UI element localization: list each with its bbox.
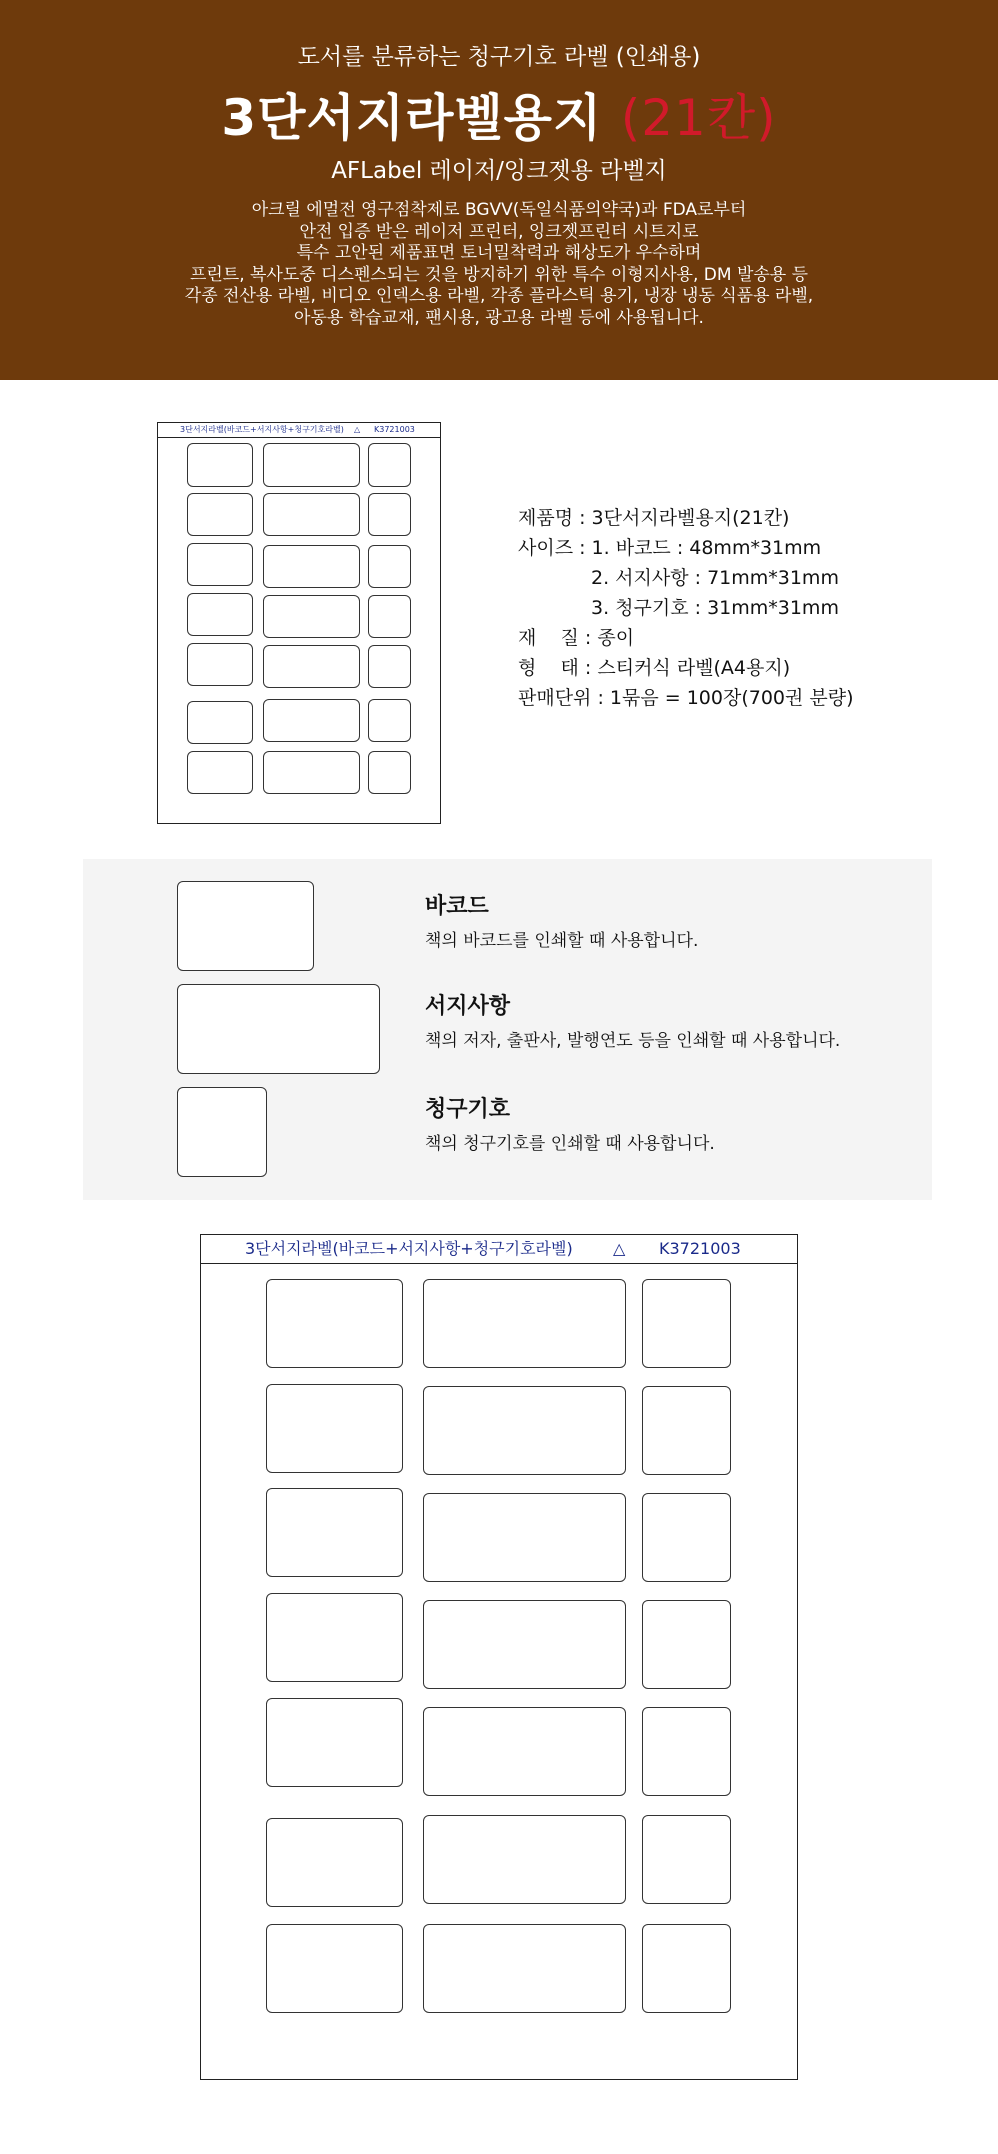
legend-name: 바코드 [425, 894, 489, 919]
spec-value: 스티커식 라벨(A4용지) [597, 657, 791, 679]
label-call-number [368, 699, 411, 742]
spec-label: 형 태 : [518, 657, 598, 679]
title-main: 3단서지라벨용지 [221, 89, 603, 147]
aflabel-logo-icon: △ [354, 425, 361, 434]
label-call-number [368, 595, 411, 638]
description-line: 프린트, 복사도중 디스펜스되는 것을 방지하기 위한 특수 이형지사용, DM 발송용 등 [189, 264, 809, 285]
label-barcode [187, 543, 253, 586]
label-bibliographic [263, 699, 360, 742]
label-barcode [266, 1593, 403, 1682]
aflabel-logo-icon: △ [613, 1239, 626, 1258]
spec-label: 제품명 : [518, 507, 592, 529]
product-spec [518, 503, 854, 713]
label-barcode [266, 1924, 403, 2013]
label-sheet-preview-small [157, 422, 441, 824]
label-bibliographic [423, 1493, 626, 1582]
label-bibliographic [263, 493, 360, 536]
sheet-header [158, 423, 440, 438]
spec-sales-unit [518, 683, 854, 713]
label-barcode [187, 493, 253, 536]
label-bibliographic [423, 1386, 626, 1475]
label-call-number [368, 645, 411, 688]
label-sheet-detail [200, 1234, 798, 2080]
label-call-number [368, 443, 411, 487]
label-call-number [368, 493, 411, 536]
spec-size [518, 593, 854, 623]
label-call-number [642, 1600, 731, 1689]
description-line: 아동용 학습교재, 팬시용, 광고용 라벨 등에 사용됩니다. [294, 307, 704, 328]
legend-desc: 책의 바코드를 인쇄할 때 사용합니다. [425, 931, 699, 951]
spec-value: 2. 서지사항 : 71mm*31mm [591, 567, 839, 589]
label-bibliographic [263, 595, 360, 638]
label-bibliographic [423, 1924, 626, 2013]
label-call-number [642, 1279, 731, 1368]
label-barcode [187, 443, 253, 487]
spec-value: 3단서지라벨용지(21칸) [591, 507, 790, 529]
description-line: 안전 입증 받은 레이저 프린터, 잉크젯프린터 시트지로 [299, 221, 699, 242]
label-barcode [187, 701, 253, 744]
header-subtitle: 도서를 분류하는 청구기호 라벨 (인쇄용) [297, 44, 701, 70]
legend-desc: 책의 청구기호를 인쇄할 때 사용합니다. [425, 1134, 715, 1154]
spec-value: 종이 [597, 627, 635, 649]
label-call-number [368, 545, 411, 588]
label-call-number [368, 751, 411, 794]
spec-product-name [518, 503, 854, 533]
label-bibliographic [423, 1279, 626, 1368]
label-bibliographic [423, 1707, 626, 1796]
spec-value: 1묶음 = 100장(700권 분량) [609, 687, 854, 709]
label-bibliographic [263, 645, 360, 688]
label-barcode [187, 643, 253, 686]
label-type-legend [83, 859, 932, 1200]
spec-material [518, 623, 854, 653]
label-call-number [642, 1707, 731, 1796]
brand-line: AFLabel 레이저/잉크젯용 라벨지 [331, 158, 667, 184]
description-line: 아크릴 에멀전 영구점착제로 BGVV(독일식품의약국)과 FDA로부터 [251, 200, 747, 220]
label-call-number [642, 1493, 731, 1582]
sheet-header-text: 3단서지라벨(바코드+서지사항+청구기호라벨) [245, 1239, 573, 1258]
legend-call-number-swatch [177, 1087, 267, 1177]
product-description [0, 200, 998, 330]
legend-barcode-swatch [177, 881, 314, 971]
label-bibliographic [423, 1815, 626, 1904]
label-bibliographic [263, 443, 360, 487]
label-bibliographic [263, 545, 360, 588]
label-bibliographic [263, 751, 360, 794]
spec-size [518, 533, 854, 563]
spec-value: 1. 바코드 : 48mm*31mm [591, 537, 822, 559]
label-call-number [642, 1386, 731, 1475]
spec-label: 판매단위 : [518, 687, 610, 709]
legend-name: 청구기호 [425, 1097, 511, 1122]
header-banner [0, 0, 998, 380]
sheet-header-text: 3단서지라벨(바코드+서지사항+청구기호라벨) [180, 425, 344, 434]
spec-label: 재 질 : [518, 627, 598, 649]
spec-value: 3. 청구기호 : 31mm*31mm [591, 597, 839, 619]
label-bibliographic [423, 1600, 626, 1689]
spec-form [518, 653, 854, 683]
label-barcode [187, 593, 253, 636]
sheet-code: K3721003 [374, 425, 415, 434]
description-line: 각종 전산용 라벨, 비디오 인덱스용 라벨, 각종 플라스틱 용기, 냉장 냉동 식품용 라벨, [184, 286, 814, 307]
page-title [0, 78, 998, 150]
spec-label: 사이즈 : [518, 537, 592, 559]
label-barcode [266, 1698, 403, 1787]
label-barcode [266, 1818, 403, 1907]
sheet-code: K3721003 [659, 1239, 741, 1258]
legend-name: 서지사항 [425, 994, 511, 1019]
spec-size [518, 563, 854, 593]
label-call-number [642, 1815, 731, 1904]
label-barcode [266, 1488, 403, 1577]
sheet-header [201, 1235, 797, 1264]
title-accent: (21칸) [620, 89, 777, 147]
label-call-number [642, 1924, 731, 2013]
label-barcode [266, 1384, 403, 1473]
description-line: 특수 고안된 제품표면 토너밀착력과 해상도가 우수하며 [296, 243, 702, 264]
legend-desc: 책의 저자, 출판사, 발행연도 등을 인쇄할 때 사용합니다. [425, 1031, 841, 1051]
legend-bibliographic-swatch [177, 984, 380, 1074]
label-barcode [266, 1279, 403, 1368]
label-barcode [187, 751, 253, 794]
